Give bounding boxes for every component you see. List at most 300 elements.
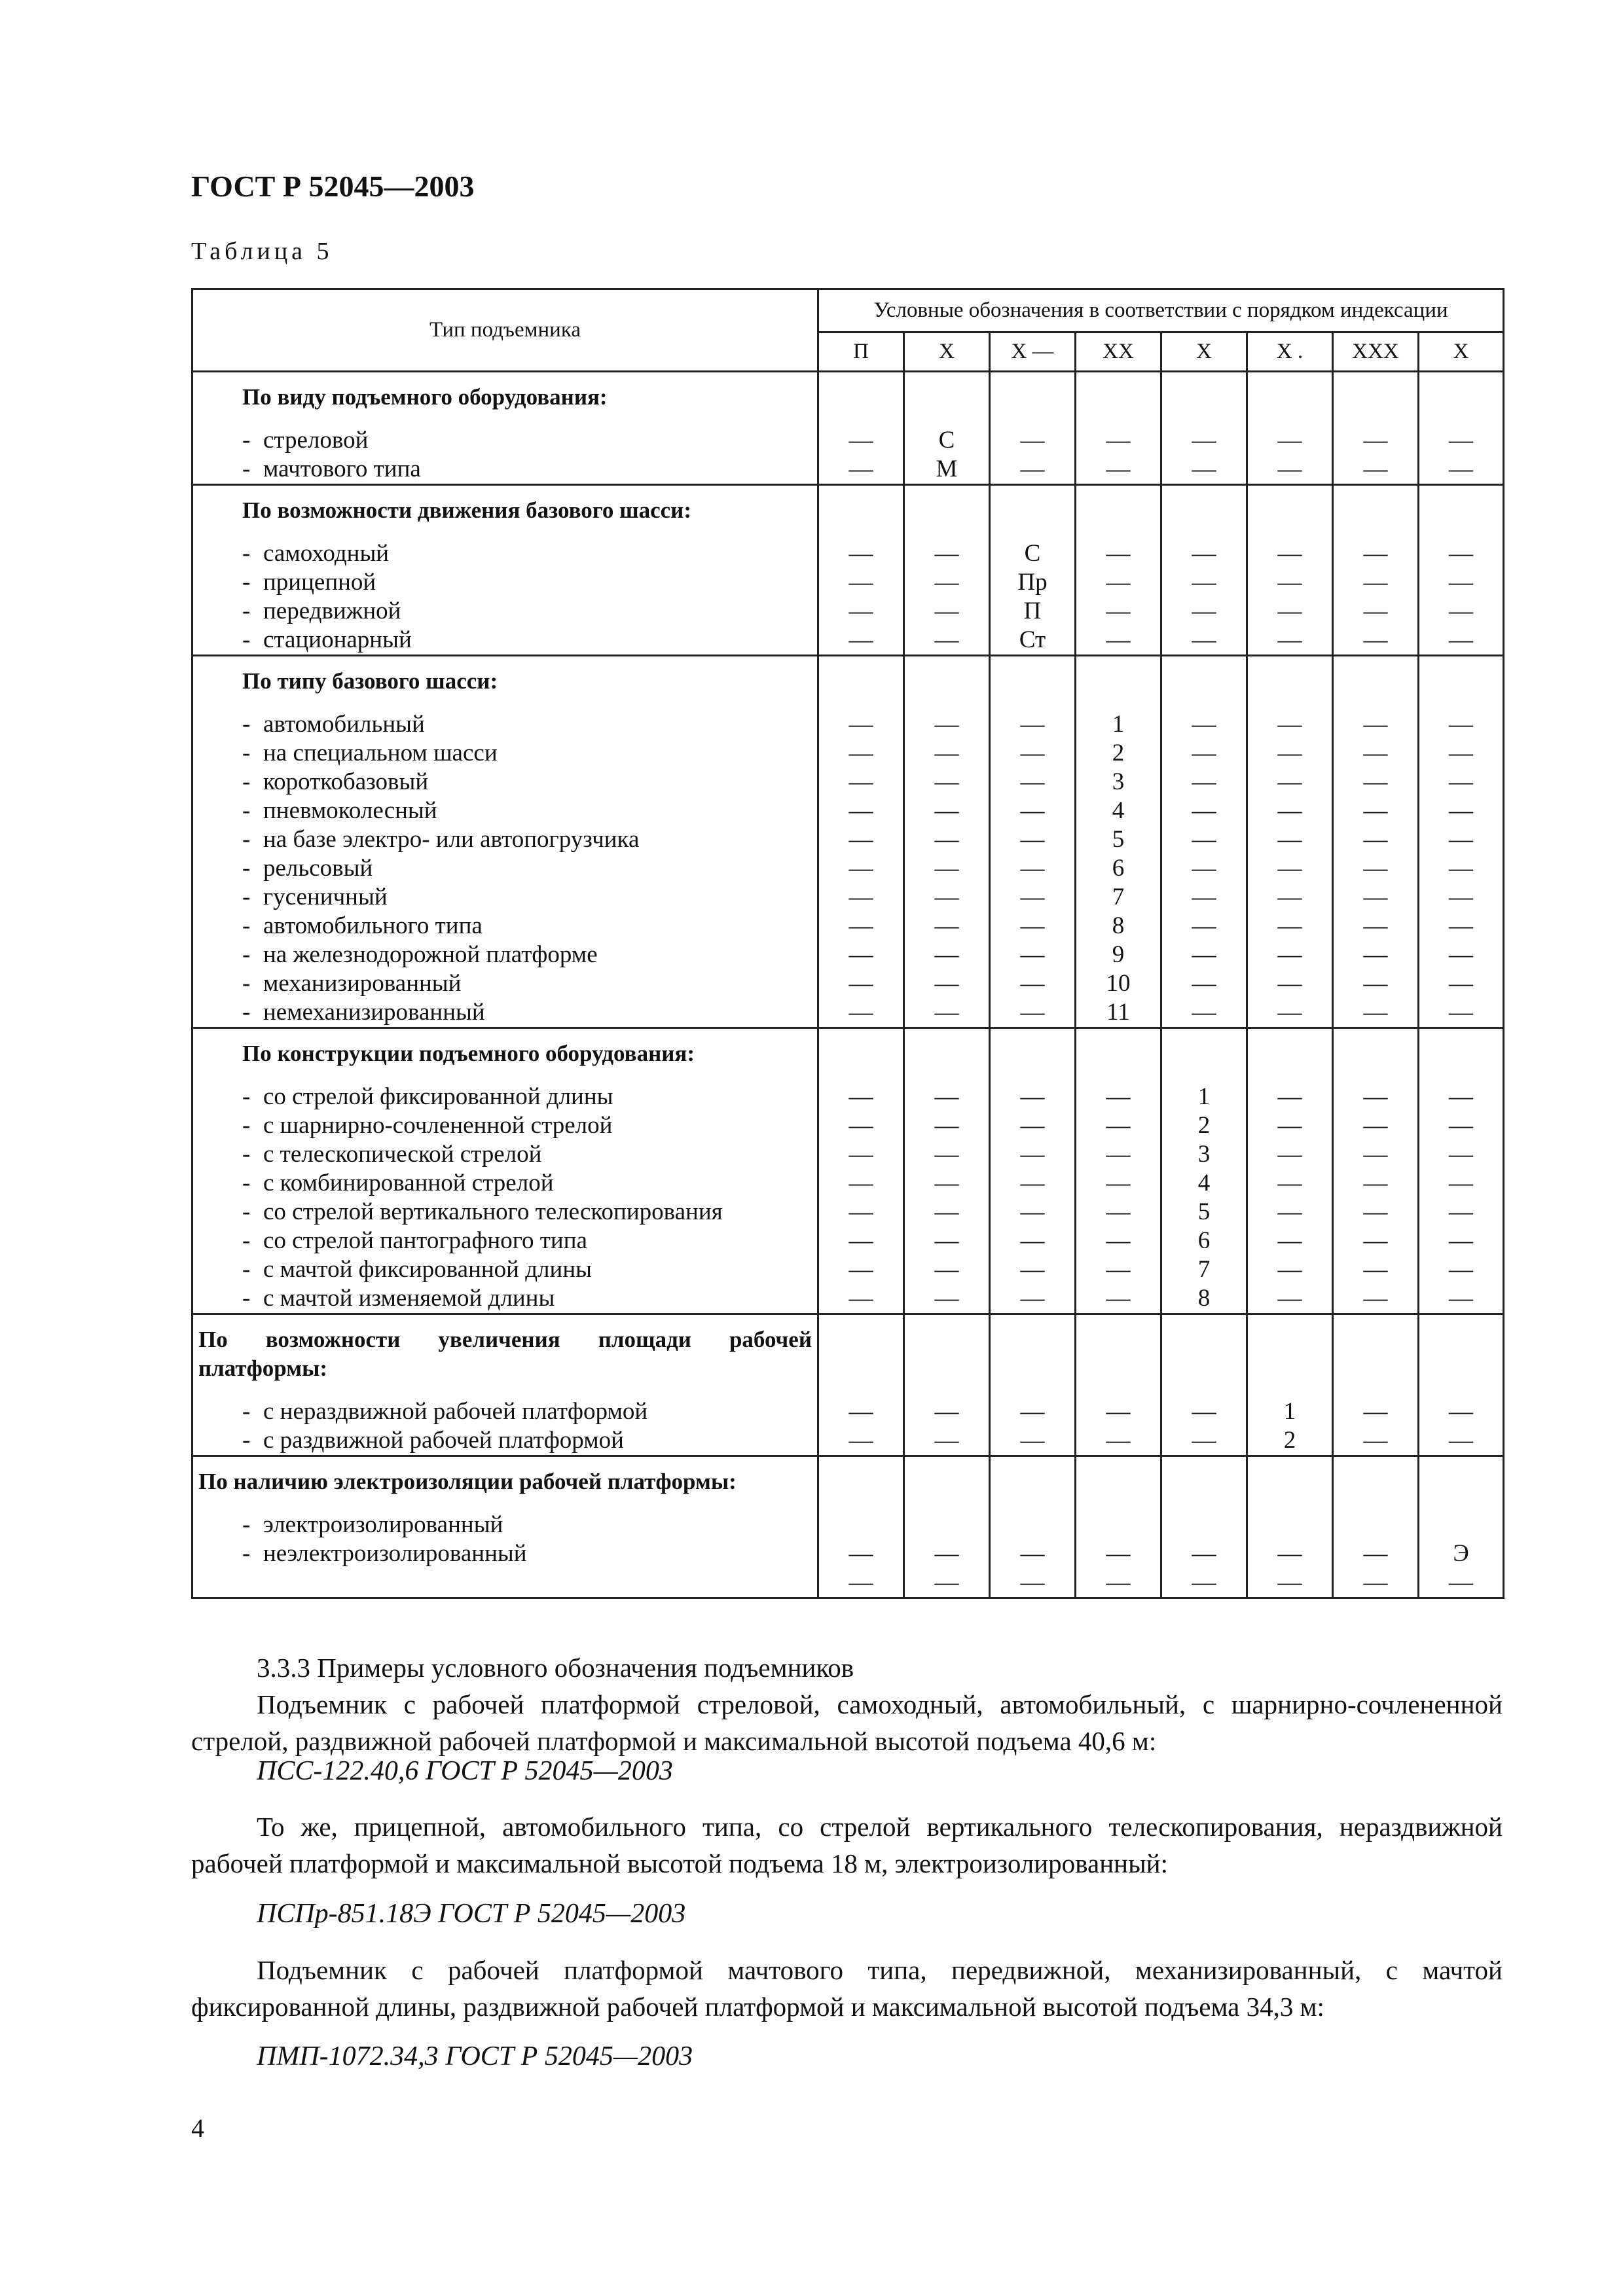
item-label: на базе электро- или автопогрузчика [263,826,640,853]
code-value: 1 [1197,1083,1211,1110]
code-cell [990,656,1076,1028]
column-label-7: ХХХ [1333,332,1419,372]
item-label: рельсовый [263,855,373,882]
code-cell [1247,1028,1333,1314]
item-label: прицепной [263,569,376,596]
list-item [193,1284,817,1313]
code-value: — [1020,1427,1045,1454]
code-value: 8 [1197,1285,1211,1312]
code-value: — [1020,456,1045,482]
code-value: 8 [1112,912,1125,939]
table-group-row [192,656,1504,1028]
column-label-5: Х [1161,332,1247,372]
item-label: с раздвижной рабочей платформой [263,1427,624,1454]
code-value: — [934,1427,959,1454]
code-value: — [848,1112,873,1139]
type-cell [192,656,818,1028]
examples-section [191,1649,1503,1759]
code-value: — [1449,427,1474,454]
code-value: — [1449,1285,1474,1312]
code-cell [818,656,904,1028]
code-value: — [1363,912,1388,939]
code-value: 7 [1112,884,1125,910]
code-value: — [1106,598,1131,624]
code-value: — [1192,626,1216,653]
list-item [193,539,817,568]
code-value: — [1020,1141,1045,1168]
code-value: — [1106,427,1131,454]
code-value: — [1363,1569,1388,1596]
code-value: 5 [1197,1198,1211,1225]
code-value: — [1020,740,1045,766]
code-cell [1076,372,1161,485]
code-cell [1161,1456,1247,1598]
code-value: — [1277,1083,1302,1110]
code-cell [1076,1456,1161,1598]
item-bullet: - [242,912,251,939]
code-value: — [1363,1540,1388,1567]
code-value: — [1277,1256,1302,1283]
code-value: — [848,1540,873,1567]
list-item [193,1397,817,1426]
list-item [193,1227,817,1255]
code-cell [1333,1456,1419,1598]
item-label: пневмоколесный [263,797,437,824]
code-value: — [1363,1285,1388,1312]
code-value: — [934,1285,959,1312]
code-value: — [848,768,873,795]
code-value: — [1277,456,1302,482]
code-cell [904,1028,990,1314]
item-bullet: - [242,1170,251,1196]
code-value: — [1277,1198,1302,1225]
code-value: — [1449,970,1474,997]
code-value: — [1449,768,1474,795]
column-label-6: Х . [1247,332,1333,372]
code-cell [1333,1028,1419,1314]
code-cell [990,1314,1076,1456]
code-value: — [1363,456,1388,482]
item-bullet: - [242,768,251,795]
code-value: — [1277,941,1302,968]
code-value: — [1192,569,1216,596]
code-value: — [1363,826,1388,853]
group-title: По типу базового шасси: [242,668,498,694]
code-cell [1333,1314,1419,1456]
code-value: — [1277,740,1302,766]
code-value: — [1020,1112,1045,1139]
code-value: — [1106,1398,1131,1425]
type-column-header: Тип подъемника [192,289,818,372]
code-value: — [1277,884,1302,910]
code-value: — [848,1285,873,1312]
code-cell [1076,485,1161,656]
code-value: — [1106,1427,1131,1454]
table-group-row [192,485,1504,656]
code-value: — [1449,1256,1474,1283]
code-value: — [1277,598,1302,624]
item-label: мачтового типа [263,456,421,482]
code-value: — [934,540,959,567]
code-cell [1247,656,1333,1028]
code-cell [990,1028,1076,1314]
code-value: — [934,1540,959,1567]
list-item [193,455,817,484]
list-item [193,998,817,1027]
list-item [193,1083,817,1111]
item-bullet: - [242,540,251,567]
list-item [193,854,817,883]
code-value: — [1020,1285,1045,1312]
code-value: — [848,711,873,738]
code-value: — [848,427,873,454]
code-value: — [1020,1227,1045,1254]
code-value: — [848,1083,873,1110]
code-value: — [848,598,873,624]
list-item [193,739,817,768]
item-bullet: - [242,999,251,1026]
item-label: стреловой [263,427,369,454]
item-label: немеханизированный [263,999,485,1026]
code-cell [904,1314,990,1456]
code-value: — [1277,1227,1302,1254]
code-value: — [934,999,959,1026]
code-value: — [1449,1569,1474,1596]
group-title: По возможности увеличения площади рабочей платформы: [198,1327,812,1381]
code-value: — [1192,456,1216,482]
code-value: — [1449,999,1474,1026]
section-heading: 3.3.3 Примеры условного обозначения подъемников [257,1653,854,1683]
example-designation-1: ПСС-122.40,6 ГОСТ Р 52045—2003 [257,1756,673,1786]
code-value: — [1363,1112,1388,1139]
code-value: — [1363,569,1388,596]
item-label: автомобильного типа [263,912,483,939]
code-value: — [934,912,959,939]
code-value: 4 [1197,1170,1211,1196]
code-cell [818,372,904,485]
code-value: — [1192,855,1216,882]
item-label: короткобазовый [263,768,429,795]
code-value: П [1023,598,1042,624]
item-bullet: - [242,1198,251,1225]
item-label: со стрелой пантографного типа [263,1227,587,1254]
code-value: Э [1453,1540,1469,1567]
code-value: 2 [1283,1427,1296,1454]
code-value: 9 [1112,941,1125,968]
code-value: — [1277,569,1302,596]
code-cell [818,1314,904,1456]
code-cell [1419,1456,1504,1598]
list-item [193,1198,817,1227]
list-item [193,941,817,969]
code-value: — [1106,1083,1131,1110]
code-cell [1161,1028,1247,1314]
item-label: передвижной [263,598,401,624]
item-bullet: - [242,941,251,968]
code-value: — [934,1141,959,1168]
example-block-3 [191,1952,1503,2025]
code-value: — [1020,1170,1045,1196]
code-value: — [1449,855,1474,882]
code-value: — [934,1398,959,1425]
code-cell [1419,485,1504,656]
type-cell [192,1456,818,1598]
group-title: По возможности движения базового шасси: [242,497,692,523]
code-value: — [934,1256,959,1283]
item-bullet: - [242,1227,251,1254]
code-value: — [1449,626,1474,653]
code-value: — [1363,598,1388,624]
code-value: — [1106,1112,1131,1139]
list-item [193,1511,817,1539]
code-value: — [1449,598,1474,624]
list-item [193,1255,817,1284]
item-bullet: - [242,711,251,738]
code-value: — [1363,1083,1388,1110]
code-value: — [1277,797,1302,824]
code-value: — [1192,1398,1216,1425]
item-label: на железнодорожной платформе [263,941,598,968]
column-label-1: П [818,332,904,372]
item-bullet: - [242,1398,251,1425]
code-value: — [1192,1427,1216,1454]
item-bullet: - [242,855,251,882]
code-value: — [848,941,873,968]
code-value: — [1363,855,1388,882]
code-value: — [934,855,959,882]
code-value: — [1020,768,1045,795]
code-cell [1161,1314,1247,1456]
code-value: — [1192,711,1216,738]
list-item [193,883,817,912]
code-value: — [848,569,873,596]
code-value: — [848,1170,873,1196]
code-cell [1247,1314,1333,1456]
code-value: — [1277,626,1302,653]
code-value: — [848,1569,873,1596]
code-value: 4 [1112,797,1125,824]
code-cell [1333,485,1419,656]
code-value: — [1277,1141,1302,1168]
column-label-3: Х — [990,332,1076,372]
code-value: — [1449,1227,1474,1254]
item-label: с мачтой изменяемой длины [263,1285,555,1312]
designation-table [191,288,1504,1599]
code-value: — [1449,826,1474,853]
code-value: — [1449,456,1474,482]
code-value: — [1363,1198,1388,1225]
code-value: — [1363,797,1388,824]
code-value: — [1020,1083,1045,1110]
code-value: — [934,626,959,653]
column-label-4: ХХ [1076,332,1161,372]
code-value: — [1363,1227,1388,1254]
code-value: 1 [1283,1398,1296,1425]
code-value: — [1020,855,1045,882]
code-value: — [1020,1398,1045,1425]
code-value: — [1363,1398,1388,1425]
list-item [193,710,817,739]
code-value: — [848,912,873,939]
code-value: — [1192,941,1216,968]
code-value: — [1449,941,1474,968]
list-item [193,768,817,797]
item-label: с шарнирно-сочлененной стрелой [263,1112,613,1139]
code-value: — [1020,1256,1045,1283]
code-value: — [848,826,873,853]
item-bullet: - [242,884,251,910]
code-value: 3 [1112,768,1125,795]
code-cell [1076,1028,1161,1314]
code-value: С [938,427,955,454]
code-cell [818,485,904,656]
code-value: — [1277,912,1302,939]
code-value: 11 [1106,999,1130,1026]
code-value: — [848,970,873,997]
code-cell [1076,656,1161,1028]
code-cell [1419,656,1504,1028]
item-label: со стрелой фиксированной длины [263,1083,613,1110]
code-value: — [1192,1569,1216,1596]
list-item [193,426,817,455]
code-value: — [1020,912,1045,939]
code-cell [1161,485,1247,656]
code-value: — [848,626,873,653]
code-value: — [1363,884,1388,910]
code-value: — [1277,826,1302,853]
item-bullet: - [242,970,251,997]
code-value: — [1192,598,1216,624]
item-bullet: - [242,826,251,853]
code-value: — [1363,1427,1388,1454]
code-cell [818,1028,904,1314]
code-value: — [1192,826,1216,853]
type-cell [192,1028,818,1314]
item-label: неэлектроизолированный [263,1540,527,1567]
code-value: — [1363,768,1388,795]
code-value: — [848,540,873,567]
code-value: — [1277,1540,1302,1567]
item-bullet: - [242,797,251,824]
code-cell [990,372,1076,485]
code-value: — [934,1083,959,1110]
code-value: — [848,1256,873,1283]
code-value: — [1106,1540,1131,1567]
code-value: — [934,1112,959,1139]
list-item [193,1140,817,1169]
code-value: — [934,598,959,624]
code-value: — [1449,884,1474,910]
code-value: — [1020,797,1045,824]
code-cell [1419,372,1504,485]
item-bullet: - [242,427,251,454]
example-paragraph-1: Подъемник с рабочей платформой стреловой, самоходный, автомобильный, с шарнирно-сочлененной стрелой, раздвижной рабочей платформой и максимальной высотой подъема 40,6 м: [191,1689,1503,1756]
code-value: — [1020,826,1045,853]
code-value: — [1277,999,1302,1026]
code-value: — [1449,797,1474,824]
list-item [193,969,817,998]
code-value: — [1020,1569,1045,1596]
code-value: — [1363,427,1388,454]
code-cell [990,485,1076,656]
code-value: 6 [1112,855,1125,882]
code-value: — [1020,711,1045,738]
item-bullet: - [242,1083,251,1110]
page-number: 4 [191,2113,204,2143]
code-value: — [1192,999,1216,1026]
code-value: — [848,1227,873,1254]
item-label: самоходный [263,540,390,567]
item-label: со стрелой вертикального телескопирования [263,1198,723,1225]
code-value: — [934,826,959,853]
code-value: — [1449,569,1474,596]
code-value: — [1449,912,1474,939]
list-item [193,597,817,626]
type-cell [192,372,818,485]
item-label: с нераздвижной рабочей платформой [263,1398,648,1425]
code-value: — [1020,941,1045,968]
code-value: — [1106,1285,1131,1312]
code-value: 5 [1112,826,1125,853]
code-value: — [1449,1083,1474,1110]
code-value: — [1192,797,1216,824]
code-value: — [1449,711,1474,738]
code-value: — [848,855,873,882]
code-value: — [1277,768,1302,795]
code-value: Пр [1017,569,1048,596]
code-value: — [1449,1112,1474,1139]
code-value: — [1363,1170,1388,1196]
code-value: 7 [1197,1256,1211,1283]
table-caption: Таблица 5 [191,238,333,265]
table-group-row [192,372,1504,485]
code-value: — [1277,855,1302,882]
column-label-8: Х [1419,332,1504,372]
code-cell [1419,1314,1504,1456]
item-bullet: - [242,1511,251,1538]
code-value: — [1363,740,1388,766]
example-block-2 [191,1808,1503,1882]
code-value: 3 [1197,1141,1211,1168]
item-bullet: - [242,598,251,624]
code-value: — [1020,1198,1045,1225]
list-item [193,1169,817,1198]
code-value: — [934,768,959,795]
code-cell [990,1456,1076,1598]
item-bullet: - [242,456,251,482]
code-value: — [1020,1540,1045,1567]
code-value: — [1192,427,1216,454]
code-cell [1161,372,1247,485]
code-value: — [1363,1141,1388,1168]
group-title: По виду подъемного оборудования: [242,384,608,410]
example-paragraph-3: Подъемник с рабочей платформой мачтового типа, передвижной, механизированный, с мачтой фиксированной длины, раздвижной рабочей платформой и максимальной высотой подъема 34,3 м: [191,1955,1503,2022]
code-value: — [934,740,959,766]
code-value: — [1277,1569,1302,1596]
code-value: Ст [1019,626,1046,653]
code-value: — [1363,999,1388,1026]
list-item [193,1426,817,1455]
code-value: — [1449,1427,1474,1454]
group-title: По конструкции подъемного оборудования: [242,1041,695,1066]
code-value: — [1020,427,1045,454]
example-designation-3: ПМП-1072.34,3 ГОСТ Р 52045—2003 [257,2041,693,2072]
code-cell [1076,1314,1161,1456]
code-value: 2 [1112,740,1125,766]
code-value: С [1024,540,1041,567]
code-value: — [1192,740,1216,766]
code-value: — [1449,540,1474,567]
